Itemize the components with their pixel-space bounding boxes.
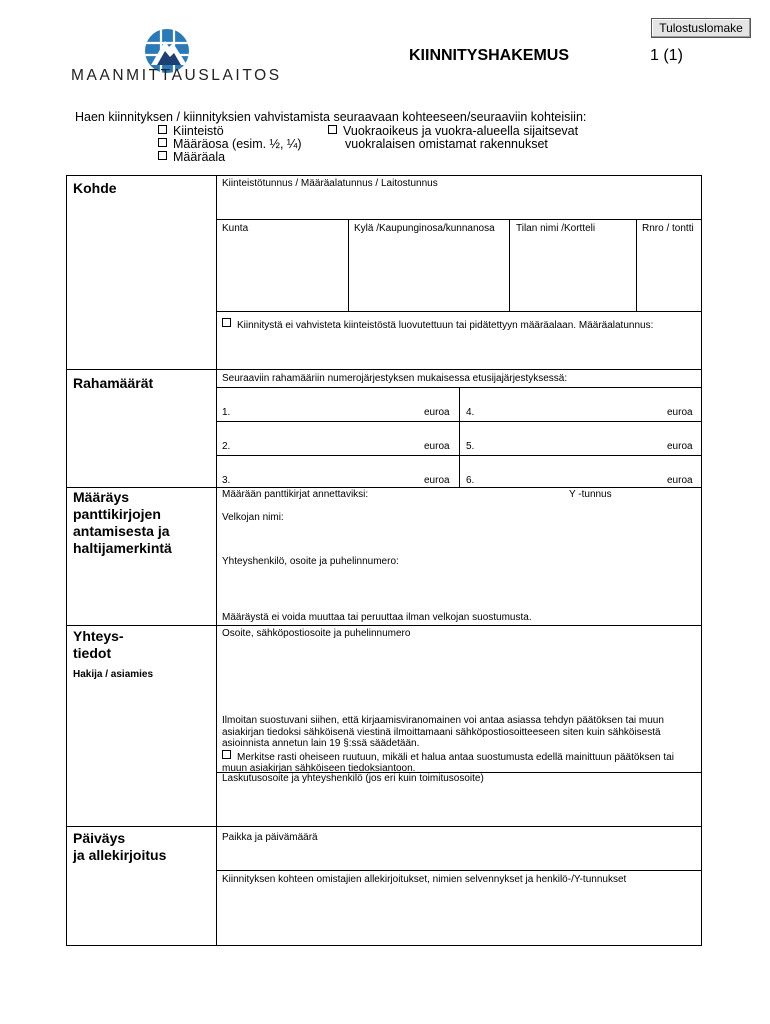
option-vuokraoikeus-line2: vuokralaisen omistamat rakennukset <box>345 137 548 151</box>
option-label: Kiinnitystä ei vahvisteta kiinteistöstä luovutettuun tai pidätettyyn määräalaan. Määräalatunnus: <box>237 320 654 331</box>
heading-line: Päiväys <box>73 830 126 846</box>
option-label: Vuokraoikeus ja vuokra-alueella sijaitsevat <box>343 124 579 138</box>
heading-line: tiedot <box>73 645 112 661</box>
checkbox[interactable] <box>158 125 167 134</box>
kunta-label: Kunta <box>222 223 249 234</box>
rahamaarat-intro: Seuraaviin rahamääriin numerojärjestyksen mukaisessa etusijajärjestyksessä: <box>222 373 568 384</box>
option-label: Määräala <box>173 150 226 164</box>
option-label: Merkitse rasti oheiseen ruutuun, mikäli et halua antaa suostumusta edellä mainittuun päätöksen tai <box>237 751 674 763</box>
amount-1-number: 1. <box>222 407 231 418</box>
amount-4-currency: euroa <box>667 407 693 418</box>
panttikirjat-label: Määrään panttikirjat annettaviksi: <box>222 489 369 500</box>
checkbox[interactable] <box>158 151 167 160</box>
maarays-note: Määräystä ei voida muuttaa tai peruuttaa ilman velkojan suostumusta. <box>222 612 532 623</box>
divider <box>216 870 702 871</box>
contact-label: Osoite, sähköpostiosoite ja puhelinnumero <box>222 628 411 639</box>
maaraala-exclusion-option[interactable] <box>222 318 653 332</box>
page-number: 1 (1) <box>650 47 683 64</box>
kyla-label: Kylä /Kaupunginosa/kunnanosa <box>354 223 495 234</box>
signatures-label: Kiinnityksen kohteen omistajien allekirjoitukset, nimien selvennykset ja henkilö-/Y-tunnukset <box>222 874 627 885</box>
text-line: asiakirjan tiedoksi sähköisenä viestinä ilmoittamaani sähköpostiosoitteeseen siten kuin sähköisestä <box>222 726 661 738</box>
amount-5-currency: euroa <box>667 441 693 452</box>
checkbox[interactable] <box>158 138 167 147</box>
option-vuokraoikeus[interactable] <box>328 124 578 138</box>
amount-6-number: 6. <box>466 475 475 486</box>
section-rahamaarat-heading: Rahamäärät <box>73 375 154 391</box>
amount-3-number: 3. <box>222 475 231 486</box>
divider <box>636 219 637 311</box>
option-maaraala[interactable] <box>158 150 225 164</box>
consent-text <box>222 715 700 775</box>
intro-text: Haen kiinnityksen / kiinnityksien vahvistamista seuraavaan kohteeseen/seuraaviin kohteisiin: <box>75 110 587 124</box>
heading-line: Yhteys- <box>73 628 124 644</box>
divider <box>216 455 702 456</box>
tila-label: Tilan nimi /Kortteli <box>516 223 596 234</box>
column-divider <box>216 175 217 946</box>
option-label: Kiinteistö <box>173 124 224 138</box>
heading-line: ja allekirjoitus <box>73 847 167 863</box>
text-line: muun asiakirjan sähköiseen tiedoksiantoon. <box>222 763 416 774</box>
divider <box>459 387 460 487</box>
amount-6-currency: euroa <box>667 475 693 486</box>
amount-2-currency: euroa <box>424 441 450 452</box>
amount-5-number: 5. <box>466 441 475 452</box>
section-kohde-heading: Kohde <box>73 180 117 196</box>
divider <box>66 826 702 827</box>
heading-line: antamisesta ja <box>73 523 170 539</box>
rnro-label: Rnro / tontti <box>642 223 694 234</box>
divider <box>216 219 702 220</box>
consent-optout-option[interactable] <box>222 750 700 764</box>
velkoja-label: Velkojan nimi: <box>222 512 284 523</box>
option-kiinteisto[interactable] <box>158 124 224 138</box>
logo-text: MAANMITTAUSLAITOS <box>71 67 282 84</box>
text-line: asioinnista annetun lain 19 §:ssä säädetään. <box>222 738 420 749</box>
divider <box>348 219 349 311</box>
section-paivays-heading <box>73 830 166 864</box>
checkbox[interactable] <box>328 125 337 134</box>
section-maarays-heading <box>73 489 172 557</box>
yhteyshenkilo-label: Yhteyshenkilö, osoite ja puhelinnumero: <box>222 556 399 567</box>
property-id-label: Kiinteistötunnus / Määräalatunnus / Laitostunnus <box>222 178 438 189</box>
amount-4-number: 4. <box>466 407 475 418</box>
option-maaraosa[interactable] <box>158 137 302 151</box>
heading-line: Määräys <box>73 489 130 505</box>
heading-line: panttikirjojen <box>73 506 161 522</box>
amount-3-currency: euroa <box>424 475 450 486</box>
ytunnus-label: Y -tunnus <box>569 489 612 500</box>
checkbox[interactable] <box>222 318 231 327</box>
divider <box>66 369 702 370</box>
option-label: Määräosa (esim. ½, ¼) <box>173 137 302 151</box>
divider <box>66 625 702 626</box>
amount-1-currency: euroa <box>424 407 450 418</box>
section-yhteystiedot-heading <box>73 628 124 662</box>
text-line: Ilmoitan suostuvani siihen, että kirjaamisviranomainen voi antaa asiassa tehdyn päätöksen tai muun <box>222 715 664 726</box>
checkbox[interactable] <box>222 750 231 759</box>
print-form-button[interactable]: Tulostuslomake <box>651 18 751 38</box>
divider <box>216 311 702 312</box>
hakija-asiamies-label: Hakija / asiamies <box>73 669 154 680</box>
divider <box>509 219 510 311</box>
form-title: KIINNITYSHAKEMUS <box>409 47 570 64</box>
heading-line: haltijamerkintä <box>73 540 172 556</box>
divider <box>216 421 702 422</box>
amount-2-number: 2. <box>222 441 231 452</box>
billing-label: Laskutusosoite ja yhteyshenkilö (jos eri kuin toimitusosoite) <box>222 773 484 784</box>
divider <box>66 487 702 488</box>
place-date-label: Paikka ja päivämäärä <box>222 832 318 843</box>
